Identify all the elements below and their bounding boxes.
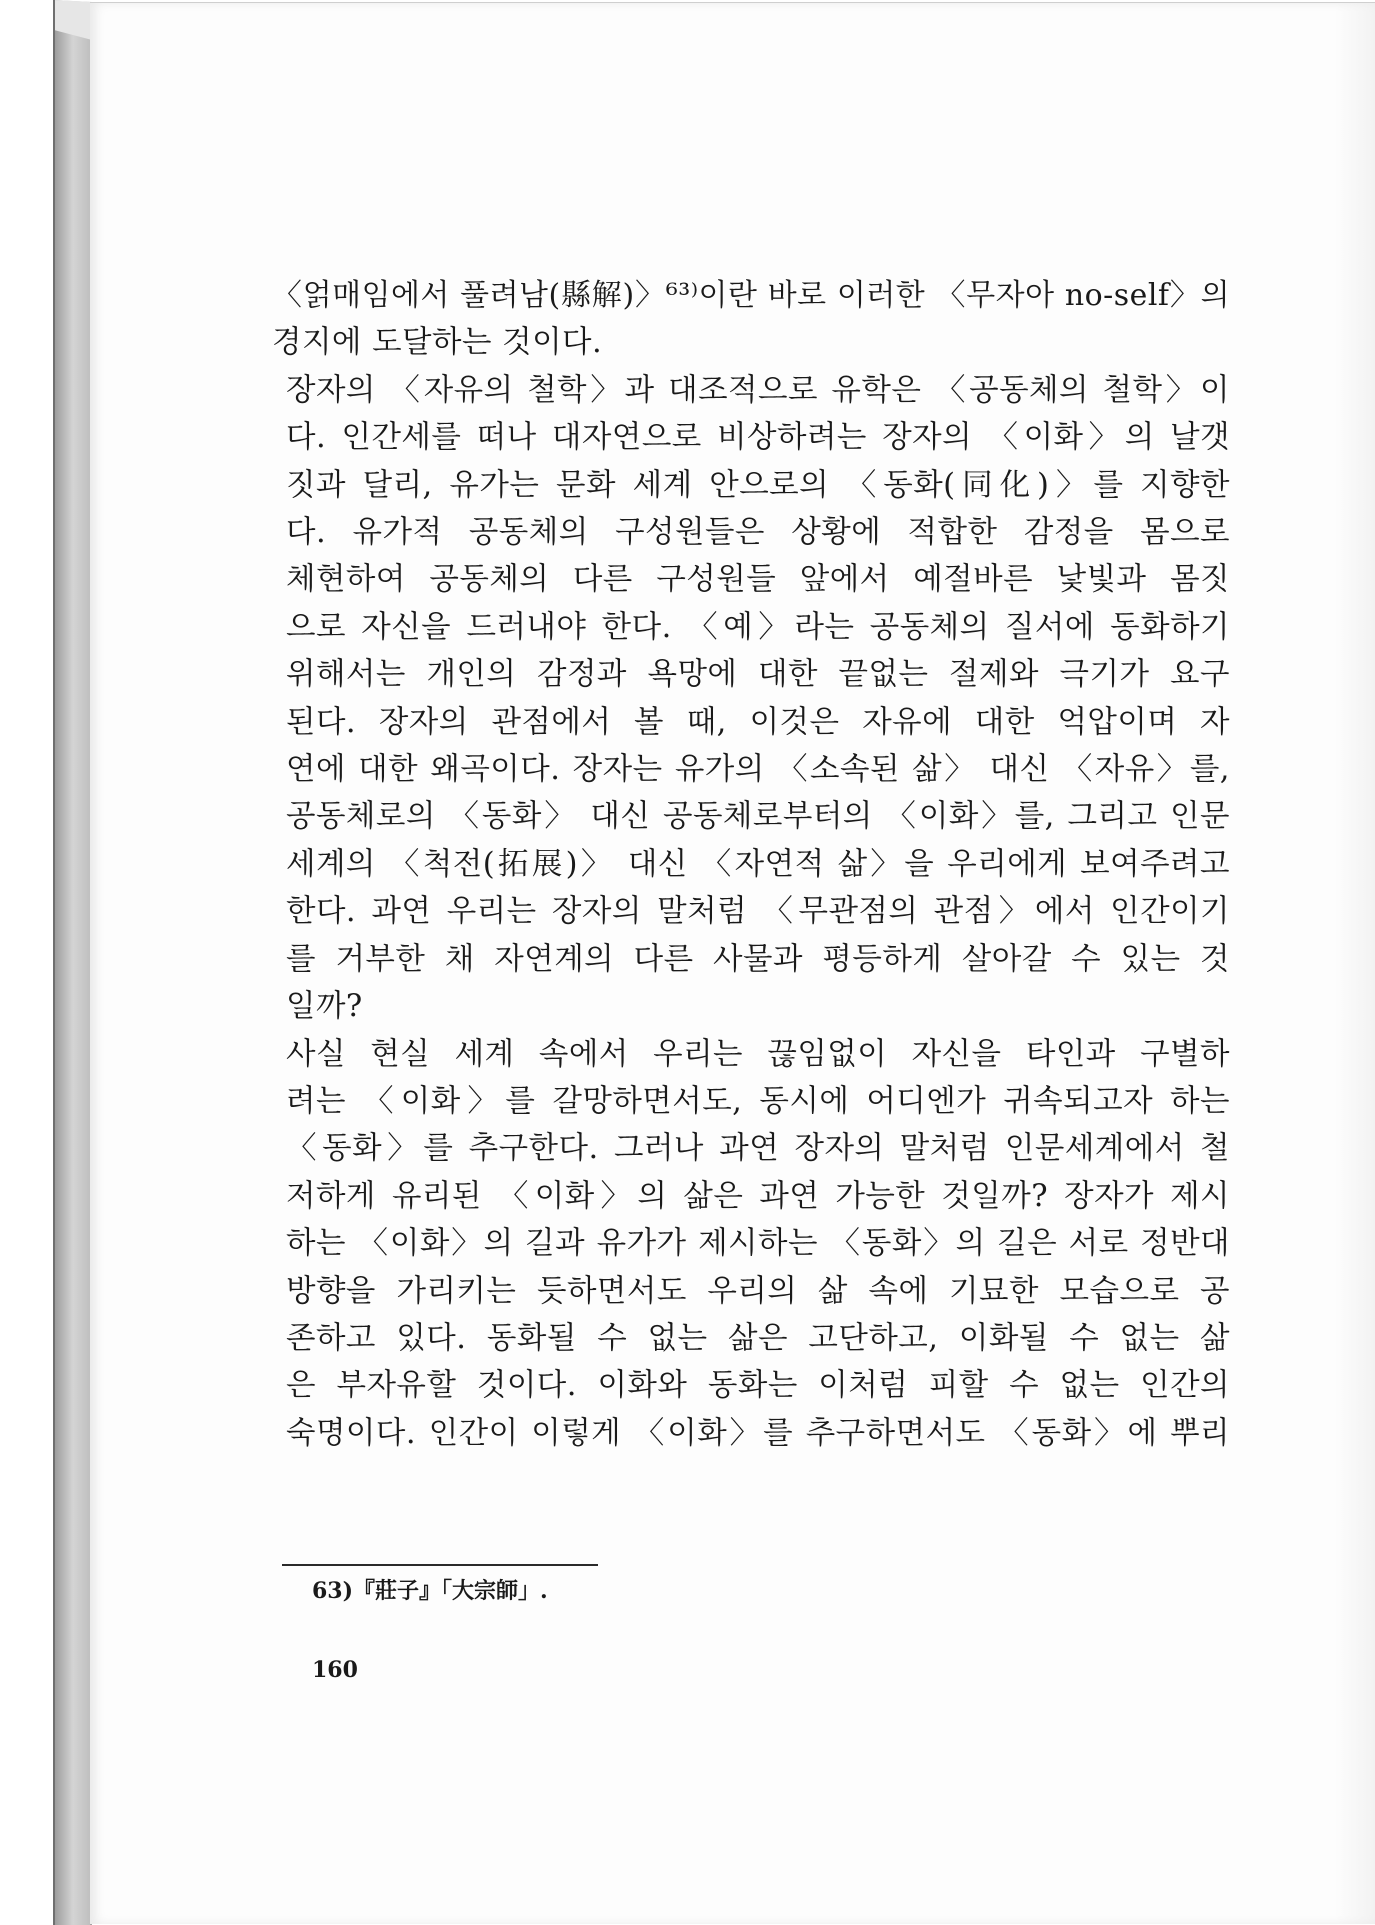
text-line: 〈얽매임에서 풀려남(縣解)〉⁶³⁾이란 바로 이러한 〈무자아 no-self〉의: [272, 278, 1230, 313]
text-line: 은 부자유할 것이다. 이화와 동화는 이처럼 피할 수 없는 인간의: [286, 1368, 1230, 1404]
text-line: 세계의 〈척전(拓展)〉 대신 〈자연적 삶〉을 우리에게 보여주려고: [286, 846, 1230, 882]
page-edge-shade: [1335, 3, 1375, 1924]
text-line: 한다. 과연 우리는 장자의 말처럼 〈무관점의 관점〉에서 인간이기: [286, 894, 1230, 930]
paragraph-1: [272, 272, 1230, 367]
text-line: 사실 현실 세계 속에서 우리는 끊임없이 자신을 타인과 구별하: [286, 1036, 1230, 1072]
paragraph-2: [272, 367, 1230, 1031]
text-line: 방향을 가리키는 듯하면서도 우리의 삶 속에 기묘한 모습으로 공: [286, 1273, 1230, 1309]
footnote: 63)『莊子』「大宗師」.: [312, 1578, 548, 1604]
text-line: 를 거부한 채 자연계의 다른 사물과 평등하게 살아갈 수 있는 것: [286, 941, 1230, 977]
page-number: 160: [312, 1657, 358, 1683]
text-line: 체현하여 공동체의 다른 구성원들 앞에서 예절바른 낯빛과 몸짓: [286, 562, 1230, 598]
text-line: 공동체로의 〈동화〉 대신 공동체로부터의 〈이화〉를, 그리고 인문: [286, 799, 1230, 835]
text-line: 숙명이다. 인간이 이렇게 〈이화〉를 추구하면서도 〈동화〉에 뿌리: [286, 1415, 1230, 1451]
text-line: 다. 인간세를 떠나 대자연으로 비상하려는 장자의 〈이화〉의 날갯: [286, 420, 1230, 456]
text-line: 위해서는 개인의 감정과 욕망에 대한 끝없는 절제와 극기가 요구: [286, 657, 1230, 693]
text-line: 된다. 장자의 관점에서 볼 때, 이것은 자유에 대한 억압이며 자: [286, 704, 1230, 740]
text-line: 다. 유가적 공동체의 구성원들은 상황에 적합한 감정을 몸으로: [286, 515, 1230, 551]
footnote-divider: [282, 1564, 598, 1566]
text-line: 연에 대한 왜곡이다. 장자는 유가의 〈소속된 삶〉 대신 〈자유〉를,: [286, 752, 1230, 788]
text-line: 으로 자신을 드러내야 한다. 〈예〉라는 공동체의 질서에 동화하기: [286, 609, 1230, 645]
text-line: 하는 〈이화〉의 길과 유가가 제시하는 〈동화〉의 길은 서로 정반대: [286, 1226, 1230, 1262]
body-text: [272, 272, 1230, 1457]
text-line: 존하고 있다. 동화될 수 없는 삶은 고단하고, 이화될 수 없는 삶: [286, 1320, 1230, 1356]
text-line: 〈동화〉를 추구한다. 그러나 과연 장자의 말처럼 인문세계에서 철: [286, 1131, 1230, 1167]
text-line: 경지에 도달하는 것이다.: [272, 325, 603, 361]
text-line: 려는 〈이화〉를 갈망하면서도, 동시에 어디엔가 귀속되고자 하는: [286, 1083, 1230, 1119]
book-spine: [0, 0, 92, 1925]
text-line: 짓과 달리, 유가는 문화 세계 안으로의 〈동화(同化)〉를 지향한: [286, 467, 1230, 503]
text-line: 일까?: [286, 989, 363, 1025]
text-line: 저하게 유리된 〈이화〉의 삶은 과연 가능한 것일까? 장자가 제시: [286, 1178, 1230, 1214]
text-line: 장자의 〈자유의 철학〉과 대조적으로 유학은 〈공동체의 철학〉이: [286, 372, 1230, 408]
paragraph-3: [272, 1031, 1230, 1458]
